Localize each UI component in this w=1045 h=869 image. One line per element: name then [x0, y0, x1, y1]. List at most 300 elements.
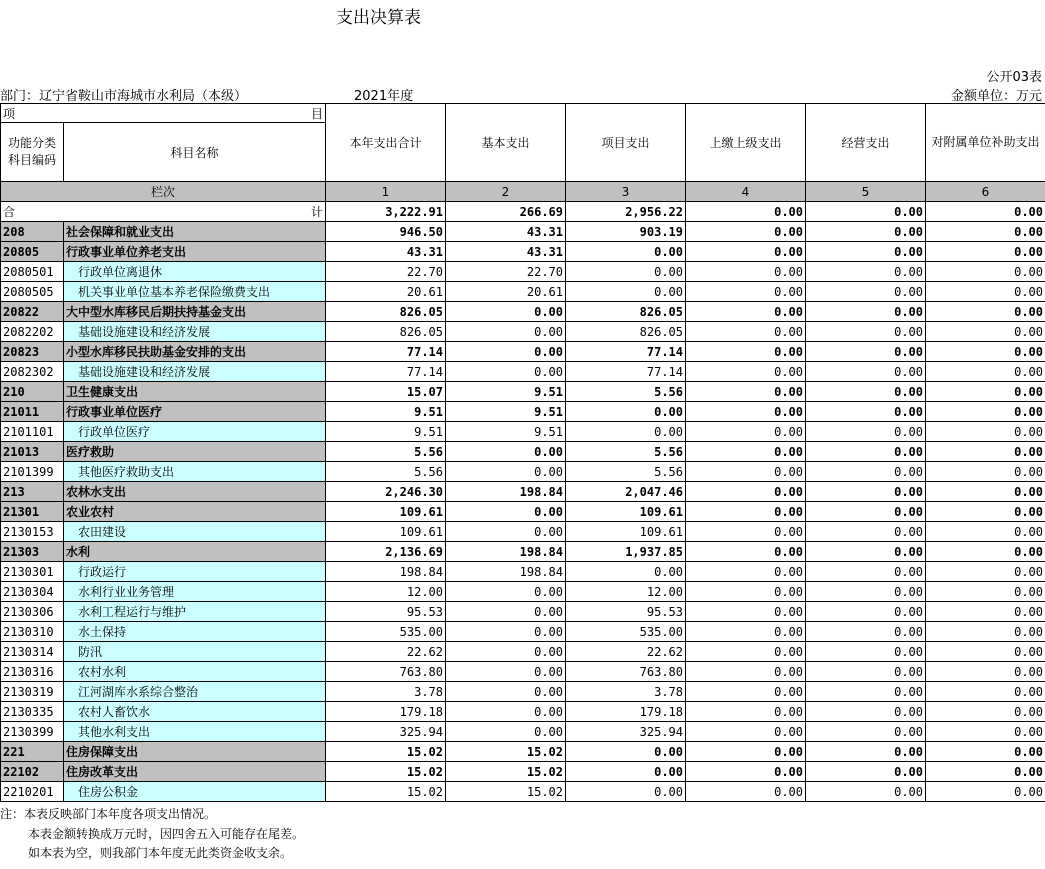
subject-code: 213	[1, 482, 64, 502]
amount-cell: 826.05	[566, 322, 686, 342]
amount-cell: 0.00	[686, 382, 806, 402]
amount-cell: 826.05	[566, 302, 686, 322]
table-row	[1, 562, 1045, 582]
amount-cell: 0.00	[686, 542, 806, 562]
subject-name: 基础设施建设和经济发展	[64, 322, 326, 342]
amount-cell: 95.53	[326, 602, 446, 622]
subject-name: 卫生健康支出	[64, 382, 326, 402]
amount-cell: 0.00	[926, 722, 1045, 742]
amount-cell: 0.00	[926, 762, 1045, 782]
subject-name: 农村人畜饮水	[64, 702, 326, 722]
amount-cell: 325.94	[326, 722, 446, 742]
col-index-2: 2	[446, 182, 566, 202]
amount-cell: 0.00	[926, 422, 1045, 442]
currency-unit: 金额单位：万元	[950, 89, 1042, 104]
subject-code: 21013	[1, 442, 64, 462]
amount-cell: 95.53	[566, 602, 686, 622]
amount-cell: 0.00	[926, 302, 1045, 322]
amount-cell: 0.00	[806, 622, 926, 642]
amount-cell: 0.00	[926, 222, 1045, 242]
subject-code: 2080505	[1, 282, 64, 302]
total-label	[1, 202, 326, 222]
amount-cell: 0.00	[566, 402, 686, 422]
subject-name: 社会保障和就业支出	[64, 222, 326, 242]
table-row	[1, 382, 1045, 402]
amount-cell: 0.00	[806, 762, 926, 782]
subject-name: 其他水利支出	[64, 722, 326, 742]
amount-cell: 0.00	[566, 782, 686, 802]
amount-cell: 0.00	[926, 482, 1045, 502]
subject-code: 2130310	[1, 622, 64, 642]
amount-cell: 0.00	[686, 702, 806, 722]
total-cell: 2,956.22	[566, 202, 686, 222]
table-row	[1, 682, 1045, 702]
amount-cell: 0.00	[926, 602, 1045, 622]
amount-cell: 5.56	[566, 442, 686, 462]
subject-code: 2130314	[1, 642, 64, 662]
subject-code: 21011	[1, 402, 64, 422]
amount-cell: 5.56	[566, 382, 686, 402]
col-header-business: 经营支出	[806, 104, 926, 182]
amount-cell: 77.14	[326, 362, 446, 382]
amount-cell: 0.00	[926, 322, 1045, 342]
table-row	[1, 322, 1045, 342]
col-index-1: 1	[326, 182, 446, 202]
amount-cell: 0.00	[446, 702, 566, 722]
amount-cell: 1,937.85	[566, 542, 686, 562]
table-row	[1, 722, 1045, 742]
amount-cell: 0.00	[686, 562, 806, 582]
amount-cell: 0.00	[806, 542, 926, 562]
subject-code: 2082202	[1, 322, 64, 342]
amount-cell: 0.00	[926, 662, 1045, 682]
amount-cell: 0.00	[926, 262, 1045, 282]
page-title: 支出决算表	[336, 8, 421, 28]
subject-code: 2130319	[1, 682, 64, 702]
amount-cell: 0.00	[446, 362, 566, 382]
amount-cell: 2,246.30	[326, 482, 446, 502]
col-header-subsidy: 对附属单位补助支出	[926, 104, 1045, 182]
amount-cell: 0.00	[686, 762, 806, 782]
table-row	[1, 402, 1045, 422]
table-row	[1, 762, 1045, 782]
amount-cell: 198.84	[446, 482, 566, 502]
item-header	[1, 104, 326, 123]
table-row	[1, 622, 1045, 642]
amount-cell: 763.80	[566, 662, 686, 682]
table-row	[1, 602, 1045, 622]
amount-cell: 15.02	[446, 742, 566, 762]
amount-cell: 763.80	[326, 662, 446, 682]
amount-cell: 0.00	[806, 222, 926, 242]
amount-cell: 0.00	[926, 682, 1045, 702]
subject-name: 住房保障支出	[64, 742, 326, 762]
amount-cell: 77.14	[326, 342, 446, 362]
total-cell: 0.00	[806, 202, 926, 222]
subject-name: 水利行业业务管理	[64, 582, 326, 602]
amount-cell: 0.00	[566, 762, 686, 782]
amount-cell: 0.00	[926, 242, 1045, 262]
amount-cell: 0.00	[806, 242, 926, 262]
table-row	[1, 362, 1045, 382]
amount-cell: 0.00	[806, 662, 926, 682]
amount-cell: 0.00	[806, 282, 926, 302]
amount-cell: 0.00	[926, 642, 1045, 662]
amount-cell: 0.00	[806, 262, 926, 282]
amount-cell: 15.02	[446, 782, 566, 802]
amount-cell: 22.70	[446, 262, 566, 282]
table-row	[1, 242, 1045, 262]
col-header-basic: 基本支出	[446, 104, 566, 182]
subject-name: 住房公积金	[64, 782, 326, 802]
amount-cell: 77.14	[566, 342, 686, 362]
amount-cell: 9.51	[446, 402, 566, 422]
table-row	[1, 302, 1045, 322]
item-right-label: 目	[310, 106, 323, 121]
amount-cell: 0.00	[806, 462, 926, 482]
amount-cell: 22.62	[326, 642, 446, 662]
amount-cell: 15.02	[446, 762, 566, 782]
amount-cell: 15.07	[326, 382, 446, 402]
subject-code: 2130306	[1, 602, 64, 622]
amount-cell: 0.00	[926, 522, 1045, 542]
amount-cell: 0.00	[806, 342, 926, 362]
subject-name: 农田建设	[64, 522, 326, 542]
amount-cell: 0.00	[446, 622, 566, 642]
amount-cell: 0.00	[686, 222, 806, 242]
amount-cell: 0.00	[926, 542, 1045, 562]
amount-cell: 0.00	[446, 722, 566, 742]
amount-cell: 0.00	[566, 562, 686, 582]
subject-code: 21301	[1, 502, 64, 522]
amount-cell: 198.84	[326, 562, 446, 582]
subject-code: 2101399	[1, 462, 64, 482]
subject-name: 江河湖库水系综合整治	[64, 682, 326, 702]
subject-name: 大中型水库移民后期扶持基金支出	[64, 302, 326, 322]
amount-cell: 0.00	[686, 302, 806, 322]
subject-name: 基础设施建设和经济发展	[64, 362, 326, 382]
amount-cell: 0.00	[686, 742, 806, 762]
amount-cell: 826.05	[326, 322, 446, 342]
amount-cell: 3.78	[326, 682, 446, 702]
total-cell: 266.69	[446, 202, 566, 222]
fiscal-year: 2021年度	[354, 89, 414, 104]
amount-cell: 22.62	[566, 642, 686, 662]
amount-cell: 198.84	[446, 562, 566, 582]
amount-cell: 0.00	[686, 442, 806, 462]
subject-name: 农林水支出	[64, 482, 326, 502]
subject-code: 210	[1, 382, 64, 402]
amount-cell: 0.00	[446, 302, 566, 322]
amount-cell: 0.00	[686, 482, 806, 502]
note-2: 本表金额转换成万元时，因四舍五入可能存在尾差。	[28, 826, 305, 841]
item-left-label: 项	[3, 106, 16, 121]
col-index-6: 6	[926, 182, 1045, 202]
column-index-row	[1, 182, 1045, 202]
amount-cell: 0.00	[686, 342, 806, 362]
amount-cell: 0.00	[806, 402, 926, 422]
amount-cell: 12.00	[566, 582, 686, 602]
subject-code: 2080501	[1, 262, 64, 282]
note-3: 如本表为空，则我部门本年度无此类资金收支余。	[28, 846, 293, 860]
subject-name: 农村水利	[64, 662, 326, 682]
department-label: 部门：辽宁省鞍山市海城市水利局（本级）	[0, 89, 248, 104]
amount-cell: 0.00	[806, 722, 926, 742]
total-cell: 3,222.91	[326, 202, 446, 222]
amount-cell: 0.00	[686, 462, 806, 482]
subject-name: 行政单位医疗	[64, 422, 326, 442]
amount-cell: 5.56	[326, 442, 446, 462]
amount-cell: 43.31	[446, 242, 566, 262]
note-1: 注：本表反映部门本年度各项支出情况。	[0, 807, 217, 821]
amount-cell: 0.00	[926, 442, 1045, 462]
subject-name: 住房改革支出	[64, 762, 326, 782]
amount-cell: 0.00	[926, 342, 1045, 362]
amount-cell: 0.00	[686, 502, 806, 522]
amount-cell: 0.00	[926, 362, 1045, 382]
amount-cell: 2,136.69	[326, 542, 446, 562]
amount-cell: 0.00	[566, 282, 686, 302]
amount-cell: 0.00	[686, 622, 806, 642]
amount-cell: 0.00	[806, 362, 926, 382]
amount-cell: 9.51	[326, 402, 446, 422]
amount-cell: 0.00	[446, 322, 566, 342]
subject-name: 小型水库移民扶助基金安排的支出	[64, 342, 326, 362]
amount-cell: 15.02	[326, 782, 446, 802]
table-row	[1, 462, 1045, 482]
amount-cell: 198.84	[446, 542, 566, 562]
amount-cell: 2,047.46	[566, 482, 686, 502]
subject-code: 221	[1, 742, 64, 762]
total-cell: 0.00	[686, 202, 806, 222]
amount-cell: 0.00	[446, 522, 566, 542]
amount-cell: 0.00	[566, 242, 686, 262]
subject-code: 2082302	[1, 362, 64, 382]
amount-cell: 0.00	[806, 562, 926, 582]
amount-cell: 15.02	[326, 762, 446, 782]
col-header-total: 本年支出合计	[326, 104, 446, 182]
subject-code: 2130335	[1, 702, 64, 722]
subject-code: 2130316	[1, 662, 64, 682]
amount-cell: 0.00	[806, 442, 926, 462]
table-row	[1, 422, 1045, 442]
table-row	[1, 742, 1045, 762]
subject-name: 农业农村	[64, 502, 326, 522]
amount-cell: 0.00	[806, 522, 926, 542]
amount-cell: 179.18	[326, 702, 446, 722]
amount-cell: 9.51	[446, 422, 566, 442]
expenditure-table	[0, 103, 1045, 802]
amount-cell: 0.00	[446, 442, 566, 462]
footnotes	[0, 805, 304, 864]
total-right: 计	[310, 205, 323, 219]
table-row	[1, 282, 1045, 302]
code-header: 功能分类科目编码	[1, 123, 64, 182]
amount-cell: 109.61	[566, 522, 686, 542]
amount-cell: 0.00	[446, 602, 566, 622]
amount-cell: 0.00	[686, 642, 806, 662]
amount-cell: 0.00	[686, 402, 806, 422]
subject-code: 20822	[1, 302, 64, 322]
subject-name: 行政事业单位医疗	[64, 402, 326, 422]
amount-cell: 3.78	[566, 682, 686, 702]
amount-cell: 0.00	[806, 502, 926, 522]
amount-cell: 0.00	[806, 742, 926, 762]
header-row-item	[1, 104, 1045, 123]
subject-code: 2101101	[1, 422, 64, 442]
amount-cell: 15.02	[326, 742, 446, 762]
amount-cell: 5.56	[326, 462, 446, 482]
amount-cell: 0.00	[686, 322, 806, 342]
amount-cell: 0.00	[566, 262, 686, 282]
amount-cell: 0.00	[806, 682, 926, 702]
subject-name: 水土保持	[64, 622, 326, 642]
amount-cell: 0.00	[806, 382, 926, 402]
amount-cell: 0.00	[926, 782, 1045, 802]
amount-cell: 0.00	[446, 502, 566, 522]
amount-cell: 325.94	[566, 722, 686, 742]
amount-cell: 0.00	[926, 502, 1045, 522]
amount-cell: 0.00	[926, 462, 1045, 482]
subject-code: 20823	[1, 342, 64, 362]
amount-cell: 826.05	[326, 302, 446, 322]
amount-cell: 0.00	[686, 582, 806, 602]
col-index-4: 4	[686, 182, 806, 202]
amount-cell: 0.00	[806, 602, 926, 622]
table-row	[1, 662, 1045, 682]
amount-cell: 535.00	[566, 622, 686, 642]
amount-cell: 109.61	[566, 502, 686, 522]
amount-cell: 0.00	[686, 682, 806, 702]
amount-cell: 0.00	[806, 702, 926, 722]
amount-cell: 0.00	[446, 682, 566, 702]
amount-cell: 109.61	[326, 522, 446, 542]
lanci-label: 栏次	[1, 182, 326, 202]
subject-name: 其他医疗救助支出	[64, 462, 326, 482]
table-row	[1, 442, 1045, 462]
amount-cell: 0.00	[806, 482, 926, 502]
subject-code: 2130304	[1, 582, 64, 602]
table-row	[1, 502, 1045, 522]
table-row	[1, 642, 1045, 662]
amount-cell: 0.00	[686, 782, 806, 802]
subject-code: 2130301	[1, 562, 64, 582]
amount-cell: 20.61	[446, 282, 566, 302]
table-row	[1, 782, 1045, 802]
table-row	[1, 222, 1045, 242]
amount-cell: 0.00	[686, 262, 806, 282]
subject-code: 21303	[1, 542, 64, 562]
amount-cell: 0.00	[566, 742, 686, 762]
amount-cell: 0.00	[686, 522, 806, 542]
subject-name: 行政事业单位养老支出	[64, 242, 326, 262]
amount-cell: 0.00	[926, 622, 1045, 642]
amount-cell: 20.61	[326, 282, 446, 302]
amount-cell: 0.00	[926, 402, 1045, 422]
amount-cell: 0.00	[446, 342, 566, 362]
amount-cell: 0.00	[686, 722, 806, 742]
amount-cell: 0.00	[926, 282, 1045, 302]
amount-cell: 535.00	[326, 622, 446, 642]
table-row	[1, 262, 1045, 282]
col-index-5: 5	[806, 182, 926, 202]
amount-cell: 0.00	[686, 662, 806, 682]
amount-cell: 12.00	[326, 582, 446, 602]
subject-name: 医疗救助	[64, 442, 326, 462]
total-cell: 0.00	[926, 202, 1045, 222]
subject-name: 行政运行	[64, 562, 326, 582]
amount-cell: 0.00	[566, 422, 686, 442]
table-row	[1, 582, 1045, 602]
name-header: 科目名称	[64, 123, 326, 182]
amount-cell: 0.00	[926, 582, 1045, 602]
amount-cell: 0.00	[806, 302, 926, 322]
table-row	[1, 702, 1045, 722]
amount-cell: 0.00	[446, 582, 566, 602]
table-row	[1, 482, 1045, 502]
amount-cell: 0.00	[926, 702, 1045, 722]
amount-cell: 0.00	[806, 322, 926, 342]
subject-code: 20805	[1, 242, 64, 262]
amount-cell: 0.00	[926, 742, 1045, 762]
amount-cell: 0.00	[686, 242, 806, 262]
amount-cell: 0.00	[806, 642, 926, 662]
total-row	[1, 202, 1045, 222]
amount-cell: 109.61	[326, 502, 446, 522]
amount-cell: 179.18	[566, 702, 686, 722]
total-left: 合	[3, 205, 16, 219]
subject-name: 防汛	[64, 642, 326, 662]
col-header-upper: 上缴上级支出	[686, 104, 806, 182]
amount-cell: 0.00	[926, 382, 1045, 402]
subject-code: 208	[1, 222, 64, 242]
subject-name: 水利	[64, 542, 326, 562]
subject-name: 行政单位离退休	[64, 262, 326, 282]
amount-cell: 903.19	[566, 222, 686, 242]
amount-cell: 0.00	[446, 462, 566, 482]
amount-cell: 0.00	[806, 582, 926, 602]
amount-cell: 0.00	[446, 662, 566, 682]
form-number: 公开03表	[986, 70, 1042, 85]
amount-cell: 946.50	[326, 222, 446, 242]
subject-code: 22102	[1, 762, 64, 782]
amount-cell: 43.31	[326, 242, 446, 262]
amount-cell: 0.00	[686, 362, 806, 382]
amount-cell: 0.00	[686, 602, 806, 622]
subject-code: 2130399	[1, 722, 64, 742]
amount-cell: 0.00	[686, 422, 806, 442]
amount-cell: 0.00	[446, 642, 566, 662]
col-header-project: 项目支出	[566, 104, 686, 182]
amount-cell: 0.00	[926, 562, 1045, 582]
subject-code: 2130153	[1, 522, 64, 542]
amount-cell: 5.56	[566, 462, 686, 482]
amount-cell: 9.51	[326, 422, 446, 442]
table-row	[1, 542, 1045, 562]
table-row	[1, 522, 1045, 542]
subject-name: 水利工程运行与维护	[64, 602, 326, 622]
table-row	[1, 342, 1045, 362]
amount-cell: 9.51	[446, 382, 566, 402]
amount-cell: 0.00	[806, 782, 926, 802]
subject-name: 机关事业单位基本养老保险缴费支出	[64, 282, 326, 302]
subject-code: 2210201	[1, 782, 64, 802]
amount-cell: 0.00	[806, 422, 926, 442]
amount-cell: 22.70	[326, 262, 446, 282]
col-index-3: 3	[566, 182, 686, 202]
amount-cell: 0.00	[686, 282, 806, 302]
amount-cell: 43.31	[446, 222, 566, 242]
